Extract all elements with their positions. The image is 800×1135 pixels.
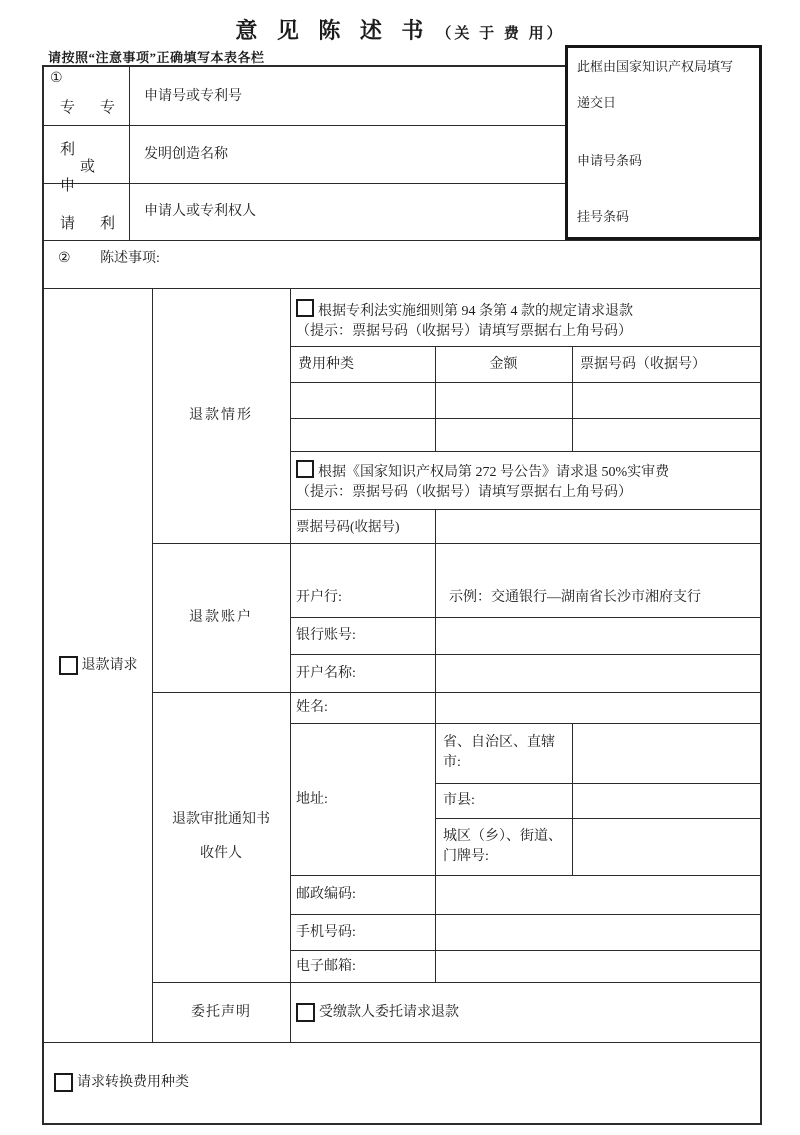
- recipient-name-label: 姓名:: [296, 700, 328, 715]
- account-holder-blank[interactable]: [435, 654, 760, 692]
- side-char: 专: [100, 100, 116, 116]
- email-label: 电子邮箱:: [296, 958, 356, 974]
- bank-name-label: 开户行:: [296, 590, 342, 605]
- invention-name-blank[interactable]: [244, 127, 564, 181]
- fee-type-blank-2[interactable]: [290, 418, 435, 451]
- side-char: 专: [60, 100, 76, 116]
- applicant-label: 申请人或专利权人: [144, 204, 256, 219]
- side-char: 请: [60, 216, 76, 232]
- section1-number: ①: [50, 71, 63, 86]
- rule94-option-label: 根据专利法实施细则第 94 条第 4 款的规定请求退款: [318, 304, 633, 319]
- applicant-blank[interactable]: [244, 185, 564, 238]
- application-number-blank[interactable]: [244, 69, 564, 123]
- side-char: 申: [60, 178, 76, 194]
- rule94-hint: （提示：票据号码（收据号）请填写票据右上角号码）: [296, 324, 632, 339]
- refund-request-label: 退款请求: [81, 657, 138, 673]
- refund-request-checkbox[interactable]: [59, 656, 78, 675]
- invention-name-label: 发明创造名称: [144, 146, 228, 162]
- mobile-number-blank[interactable]: [435, 914, 760, 950]
- email-blank[interactable]: [435, 950, 760, 982]
- mobile-number-label: 手机号码:: [296, 924, 356, 940]
- declaration-label: 委托声明: [191, 1004, 251, 1020]
- account-holder-label: 开户名称:: [296, 665, 356, 681]
- postal-code-blank[interactable]: [435, 875, 760, 914]
- refund-recipient-label: [152, 692, 290, 982]
- announcement272-hint: （提示：票据号码（收据号）请填写票据右上角号码）: [296, 485, 632, 500]
- page-title: [0, 14, 800, 45]
- side-char: 或: [80, 159, 96, 175]
- announcement272-checkbox[interactable]: [296, 460, 314, 478]
- fee-conversion-cell: [44, 1042, 760, 1123]
- rule94-checkbox[interactable]: [296, 299, 314, 317]
- side-char: 利: [60, 142, 76, 158]
- title-main: 意 见 陈 述 书: [235, 18, 431, 43]
- amount-blank-2[interactable]: [435, 418, 572, 451]
- receipt-number-blank-2[interactable]: [572, 418, 760, 451]
- city-blank[interactable]: [572, 783, 760, 818]
- declaration-option-label: 受缴款人委托请求退款: [319, 1004, 459, 1020]
- recipient-name-blank[interactable]: [435, 692, 760, 723]
- amount-blank-1[interactable]: [435, 382, 572, 418]
- recipient-label-line2: 收件人: [200, 846, 242, 861]
- fee-conversion-label: 请求转换费用种类: [77, 1075, 189, 1090]
- side-char: 利: [100, 216, 116, 232]
- refund-request-cell: [44, 288, 152, 1042]
- province-blank[interactable]: [572, 723, 760, 783]
- receipt-number-header: 票据号码（收据号）: [580, 356, 706, 372]
- postal-code-label: 邮政编码:: [296, 887, 356, 902]
- grid-line: [129, 67, 130, 240]
- refund-situation-label: 退款情形: [189, 408, 253, 423]
- fee-conversion-checkbox[interactable]: [54, 1073, 73, 1092]
- application-barcode-label: 申请号条码: [577, 153, 643, 168]
- fee-type-header: 费用种类: [298, 356, 354, 372]
- submission-date-label: 递交日: [577, 95, 617, 110]
- fee-type-blank-1[interactable]: [290, 382, 435, 418]
- province-label: 省、自治区、直辖市:: [443, 735, 555, 770]
- city-label: 市县:: [443, 793, 475, 808]
- application-number-label: 申请号或专利号: [144, 88, 242, 104]
- receipt-number-label: 票据号码(收据号): [296, 518, 400, 534]
- receipt-number-blank-1[interactable]: [572, 382, 760, 418]
- declaration-option-cell: [290, 982, 760, 1042]
- refund-option1-block: [290, 288, 760, 346]
- section2-number: ②: [58, 251, 71, 266]
- office-use-box: [565, 45, 762, 240]
- district-blank[interactable]: [572, 818, 760, 875]
- bank-name-example[interactable]: 示例：交通银行—湖南省长沙市湘府支行: [449, 590, 701, 605]
- declaration-checkbox[interactable]: [296, 1003, 315, 1022]
- address-label: 地址:: [296, 791, 328, 807]
- registration-barcode-label: 挂号条码: [577, 209, 630, 224]
- statement-label: 陈述事项:: [100, 251, 160, 266]
- refund-account-label: 退款账户: [189, 610, 253, 625]
- refund-option2-block: [290, 451, 760, 509]
- office-box-header: 此框由国家知识产权局填写: [577, 59, 734, 74]
- title-sub: （关 于 费 用）: [436, 26, 565, 42]
- recipient-label-line1: 退款审批通知书: [172, 812, 270, 827]
- amount-header: 金额: [489, 356, 518, 372]
- instruction-note: 请按照“注意事项”正确填写本表各栏: [48, 50, 265, 65]
- statement-blank[interactable]: [154, 242, 754, 286]
- bank-account-blank[interactable]: [435, 617, 760, 654]
- announcement272-option-label: 根据《国家知识产权局第 272 号公告》请求退 50%实审费: [318, 465, 670, 480]
- receipt-number-blank[interactable]: [435, 509, 760, 543]
- district-label: 城区（乡）、街道、门牌号:: [443, 828, 562, 864]
- bank-account-label: 银行账号:: [296, 628, 356, 643]
